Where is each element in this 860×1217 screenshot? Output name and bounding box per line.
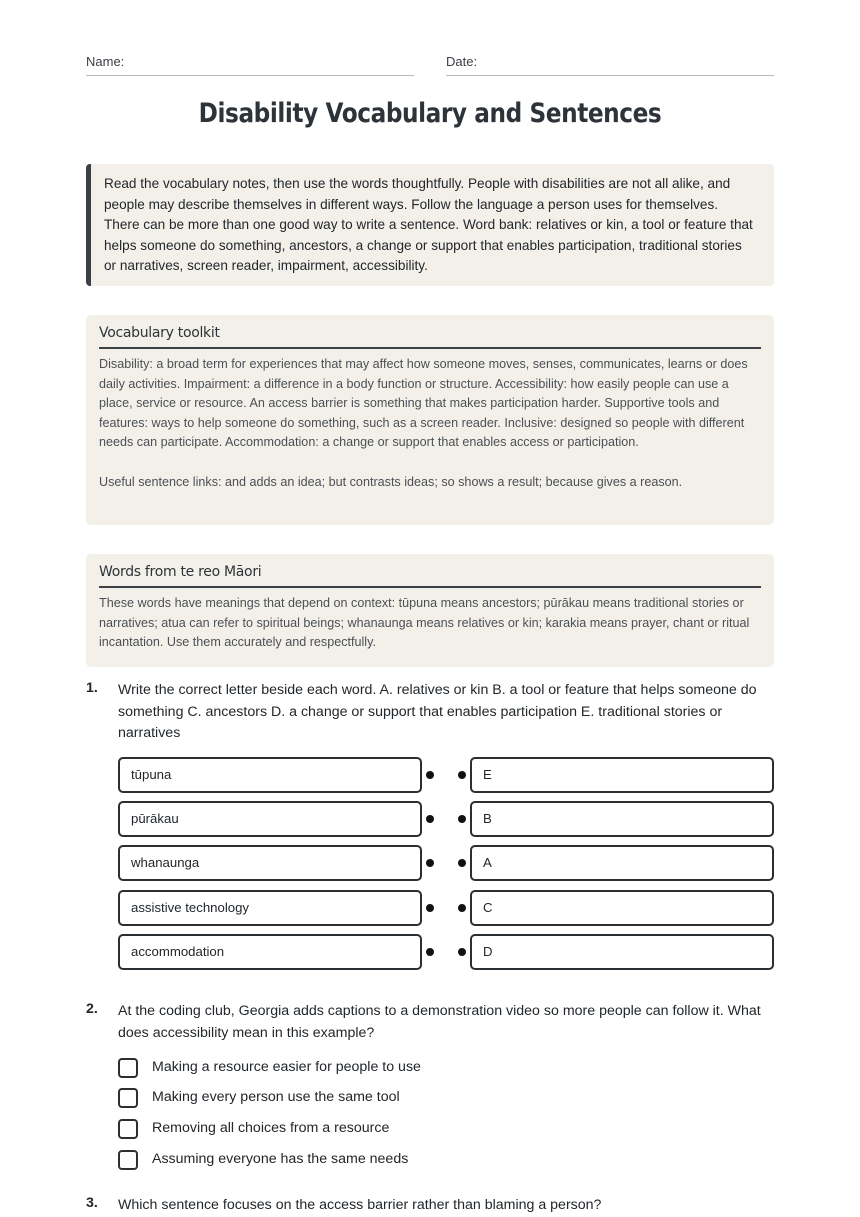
option-label: Removing all choices from a resource xyxy=(152,1120,390,1136)
maori-text: These words have meanings that depend on context: tūpuna means ancestors; pūrākau means traditional stories or narratives; atua can refer to spiritual beings; whanaunga means relatives or kin; karakia means prayer, chant or ritual incantation. Use them accurately and respectfully. xyxy=(99,596,750,650)
match-answer-box[interactable]: D xyxy=(470,934,774,970)
match-row xyxy=(118,934,774,970)
option-label: Assuming everyone has the same needs xyxy=(152,1151,409,1167)
date-label: Date: xyxy=(446,54,478,69)
match-word-box: tūpuna xyxy=(118,757,422,793)
option-checkbox[interactable] xyxy=(118,1058,138,1078)
vocabulary-toolkit-card xyxy=(86,315,774,525)
name-field[interactable] xyxy=(86,54,414,76)
question-number: 2. xyxy=(86,1001,98,1017)
match-word-box: whanaunga xyxy=(118,845,422,881)
header-fields xyxy=(86,54,774,76)
option-checkbox[interactable] xyxy=(118,1150,138,1170)
match-row xyxy=(118,890,774,926)
match-word-box: assistive technology xyxy=(118,890,422,926)
maori-title: Words from te reo Māori xyxy=(99,564,761,588)
name-label: Name: xyxy=(86,54,125,69)
match-row xyxy=(118,801,774,837)
option-checkbox[interactable] xyxy=(118,1088,138,1108)
match-row xyxy=(118,845,774,881)
option-checkbox[interactable] xyxy=(118,1119,138,1139)
question-text: Write the correct letter beside each word. A. relatives or kin B. a tool or feature that helps someone do something C. ancestors D. a change or support that enables participation E. traditional stories or narratives xyxy=(118,682,757,742)
intro-callout: Read the vocabulary notes, then use the words thoughtfully. People with disabilities are not all alike, and people may describe themselves in different ways. Follow the language a person uses for themselves. There can be more than one good way to write a sentence. Word bank: relatives or kin, a tool or feature that helps someone do something, ancestors, a change or support that enables participation, traditional stories or narratives, screen reader, impairment, accessibility. xyxy=(86,164,774,286)
toolkit-sentence-links: Useful sentence links: and adds an idea; but contrasts ideas; so shows a result; because gives a reason. xyxy=(99,474,683,489)
question-1 xyxy=(86,680,774,980)
match-answer-box[interactable]: B xyxy=(470,801,774,837)
question-number: 3. xyxy=(86,1195,98,1211)
question-3 xyxy=(86,1195,774,1216)
option-label: Making a resource easier for people to use xyxy=(152,1059,421,1075)
toolkit-text xyxy=(99,355,761,492)
match-answer-box[interactable]: A xyxy=(470,845,774,881)
match-row xyxy=(118,757,774,793)
question-2 xyxy=(86,1001,774,1181)
maori-words-card xyxy=(86,554,774,667)
match-dot[interactable] xyxy=(458,815,466,823)
match-dot[interactable] xyxy=(426,904,434,912)
match-dot[interactable] xyxy=(426,859,434,867)
match-dot[interactable] xyxy=(426,948,434,956)
question-text: Which sentence focuses on the access barrier rather than blaming a person? xyxy=(118,1197,602,1213)
toolkit-title: Vocabulary toolkit xyxy=(99,325,761,349)
question-number: 1. xyxy=(86,680,98,696)
date-field[interactable] xyxy=(446,54,774,76)
match-answer-box[interactable]: C xyxy=(470,890,774,926)
match-dot[interactable] xyxy=(458,859,466,867)
match-word-box: pūrākau xyxy=(118,801,422,837)
page-title: Disability Vocabulary and Sentences xyxy=(198,98,662,129)
match-dot[interactable] xyxy=(426,815,434,823)
option-label: Making every person use the same tool xyxy=(152,1089,400,1105)
match-word-box: accommodation xyxy=(118,934,422,970)
toolkit-paragraph: Disability: a broad term for experiences that may affect how someone moves, senses, communicates, learns or does daily activities. Impairment: a difference in a body function or structure. Accessibility: how easily people can use a place, service or resource. An access barrier is something that makes participation harder. Supportive tools and features: ways to help someone do something, such as a screen reader. Inclusive: designed so people with different needs can participate. Accommodation: a change or support that enables access or participation. xyxy=(99,357,748,450)
question-text: At the coding club, Georgia adds captions to a demonstration video so more people can follow it. What does accessibility mean in this example? xyxy=(118,1003,761,1041)
match-dot[interactable] xyxy=(458,948,466,956)
match-dot[interactable] xyxy=(458,771,466,779)
match-dot[interactable] xyxy=(458,904,466,912)
match-answer-box[interactable]: E xyxy=(470,757,774,793)
match-dot[interactable] xyxy=(426,771,434,779)
